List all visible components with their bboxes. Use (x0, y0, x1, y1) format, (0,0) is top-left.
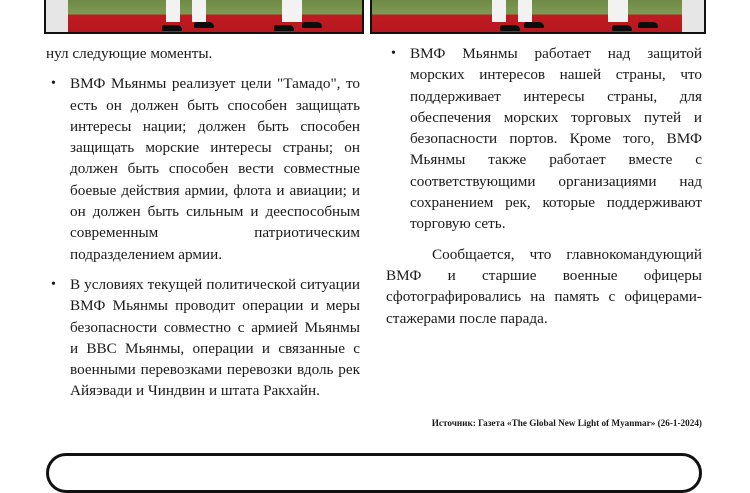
bullet-icon: • (51, 276, 56, 292)
left-column (46, 43, 360, 411)
list-item (46, 73, 360, 265)
list-item (46, 274, 360, 402)
right-column (386, 43, 702, 329)
bullet-text: ВМФ Мьянмы реализует цели "Тамадо", то есть он должен быть способен защищать интересы нации; должен быть способен защищать морские интересы страны; он должен быть способен вести совместные боевые действия армии, флота и авиации; и он должен быть сильным и дееспособным современным патриотическим подразделением армии. (70, 75, 360, 263)
photo-left (44, 0, 364, 34)
source-credit: Источник: Газета «The Global New Light of Myanmar» (26-1-2024) (431, 418, 702, 428)
bullet-icon: • (51, 76, 56, 92)
photo-right (370, 0, 706, 34)
bullet-text: В условиях текущей политической ситуации ВМФ Мьянмы проводит операции и меры безопасности совместно с армией Мьянмы и ВВС Мьянмы, операции и связанные с военными перевозками перевозки вдоль рек Айяэвади и Чиндвин и штата Ракхайн. (70, 275, 360, 400)
list-item (386, 43, 702, 235)
left-bullet-list (46, 73, 360, 401)
closing-paragraph: Сообщается, что главнокомандующий ВМФ и старшие военные офицеры сфотографировались на память с офицерами-стажерами после парада. (386, 245, 702, 327)
right-bullet-list (386, 43, 702, 235)
bullet-text: ВМФ Мьянмы работает над защитой морских интересов нашей страны, что поддерживает интересы страны, для обеспечения морских торговых путей и безопасности портов. Кроме того, ВМФ Мьянмы также работает вместе с соответствующими организациями над сохранением рек, которые поддерживают торговую сеть. (410, 45, 702, 233)
bottom-frame (46, 453, 702, 493)
bullet-icon: • (391, 46, 396, 61)
intro-text: нул следующие моменты. (46, 45, 213, 62)
